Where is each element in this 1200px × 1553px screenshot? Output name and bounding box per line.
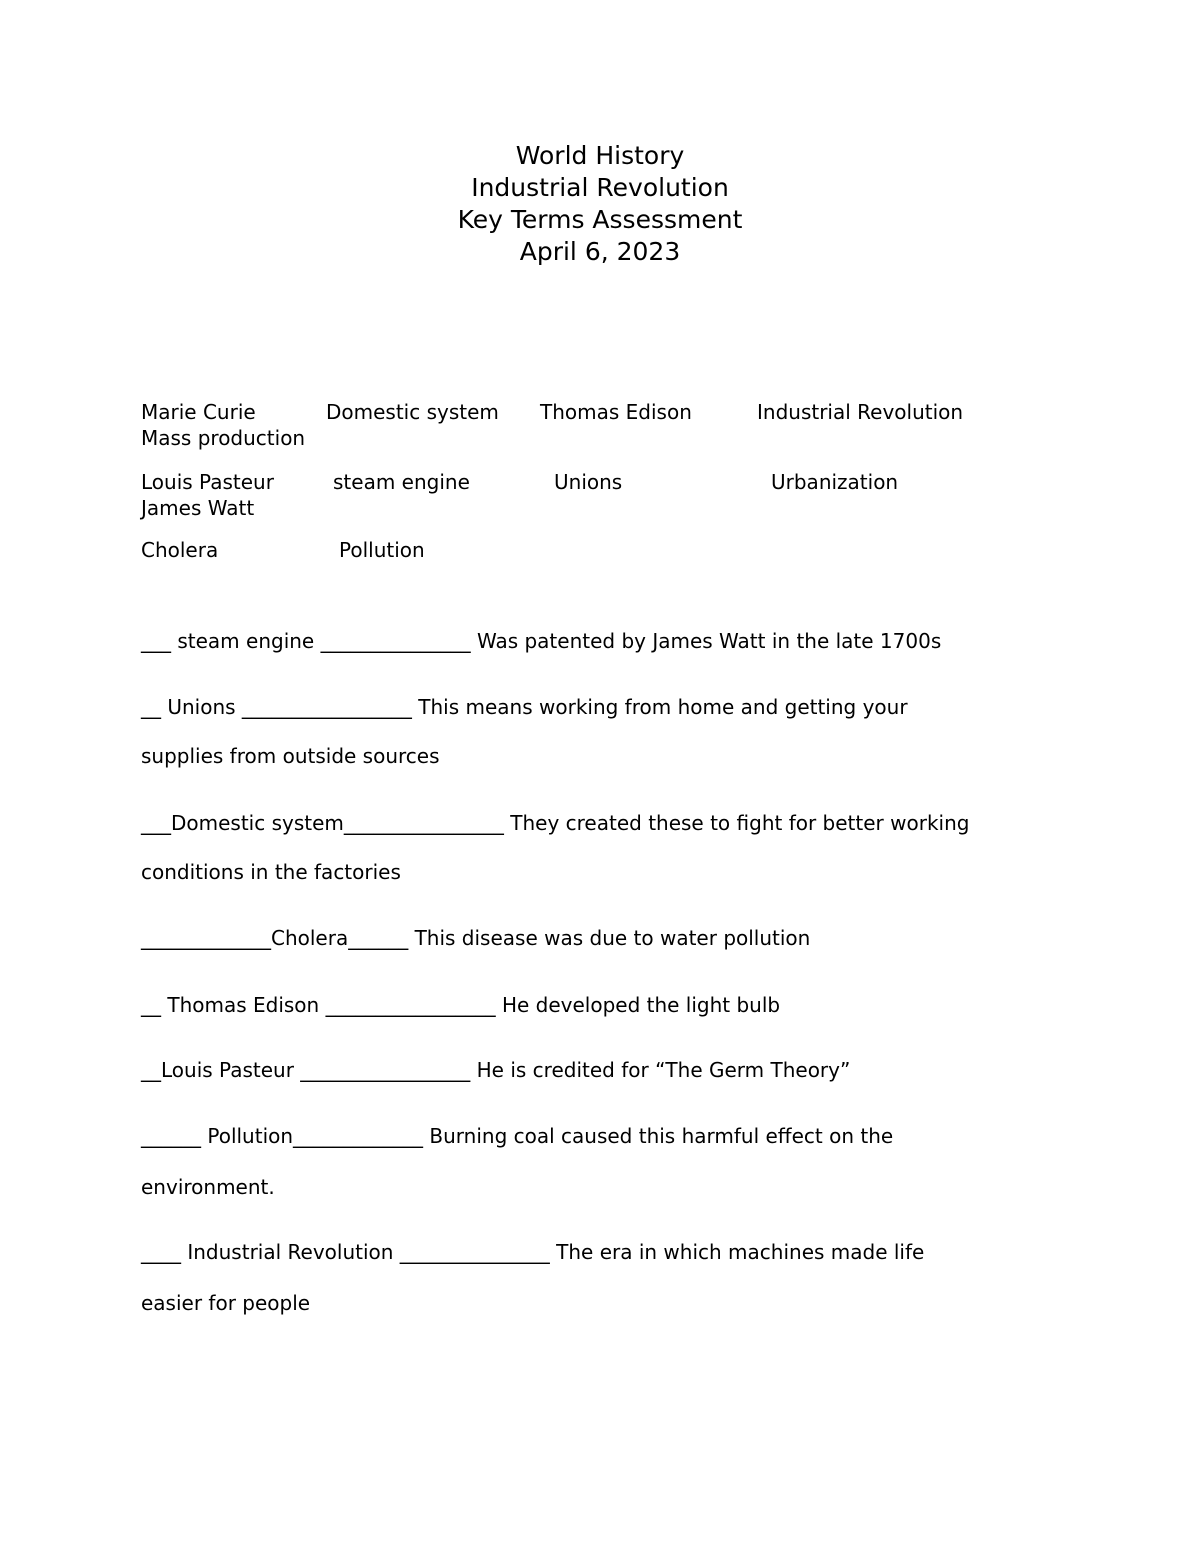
- question-continuation: conditions in the factories: [141, 860, 401, 884]
- word-bank-term: steam engine: [333, 470, 470, 494]
- word-bank-term: Industrial Revolution: [757, 400, 964, 424]
- assessment-date: April 6, 2023: [519, 237, 681, 266]
- word-bank-term: Pollution: [339, 538, 425, 562]
- word-bank-term: Cholera: [141, 538, 219, 562]
- question-continuation: environment.: [141, 1175, 275, 1199]
- word-bank-row: [141, 426, 1061, 452]
- question-continuation: supplies from outside sources: [141, 744, 440, 768]
- word-bank-row: [141, 400, 1061, 426]
- document-header: [0, 140, 1200, 268]
- assessment-title: Key Terms Assessment: [457, 205, 743, 234]
- word-bank-term: Louis Pasteur: [141, 470, 274, 494]
- word-bank-term: Marie Curie: [141, 400, 256, 424]
- word-bank-row: [141, 470, 1061, 496]
- question-line: _____________Cholera______ This disease was due to water pollution: [141, 926, 811, 950]
- question-line: ______ Pollution_____________ Burning coal caused this harmful effect on the: [141, 1124, 894, 1148]
- question-continuation: easier for people: [141, 1291, 311, 1315]
- word-bank-term: James Watt: [141, 496, 255, 520]
- course-title: World History: [515, 141, 685, 170]
- word-bank-term: Domestic system: [326, 400, 499, 424]
- question-line: __ Unions _________________ This means working from home and getting your: [141, 695, 908, 719]
- question-line: __ Thomas Edison _________________ He developed the light bulb: [141, 993, 781, 1017]
- question-line: __Louis Pasteur _________________ He is credited for “The Germ Theory”: [141, 1058, 851, 1082]
- word-bank-row: [141, 496, 1061, 522]
- word-bank-term: Mass production: [141, 426, 306, 450]
- question-line: ____ Industrial Revolution _______________ The era in which machines made life: [141, 1240, 925, 1264]
- word-bank-term: Unions: [554, 470, 623, 494]
- question-line: ___Domestic system________________ They created these to fight for better working: [141, 811, 970, 835]
- word-bank-term: Thomas Edison: [540, 400, 692, 424]
- word-bank-row: [141, 538, 1061, 564]
- word-bank: [141, 400, 1061, 564]
- question-line: ___ steam engine _______________ Was patented by James Watt in the late 1700s: [141, 629, 942, 653]
- word-bank-term: Urbanization: [771, 470, 899, 494]
- unit-title: Industrial Revolution: [471, 173, 729, 202]
